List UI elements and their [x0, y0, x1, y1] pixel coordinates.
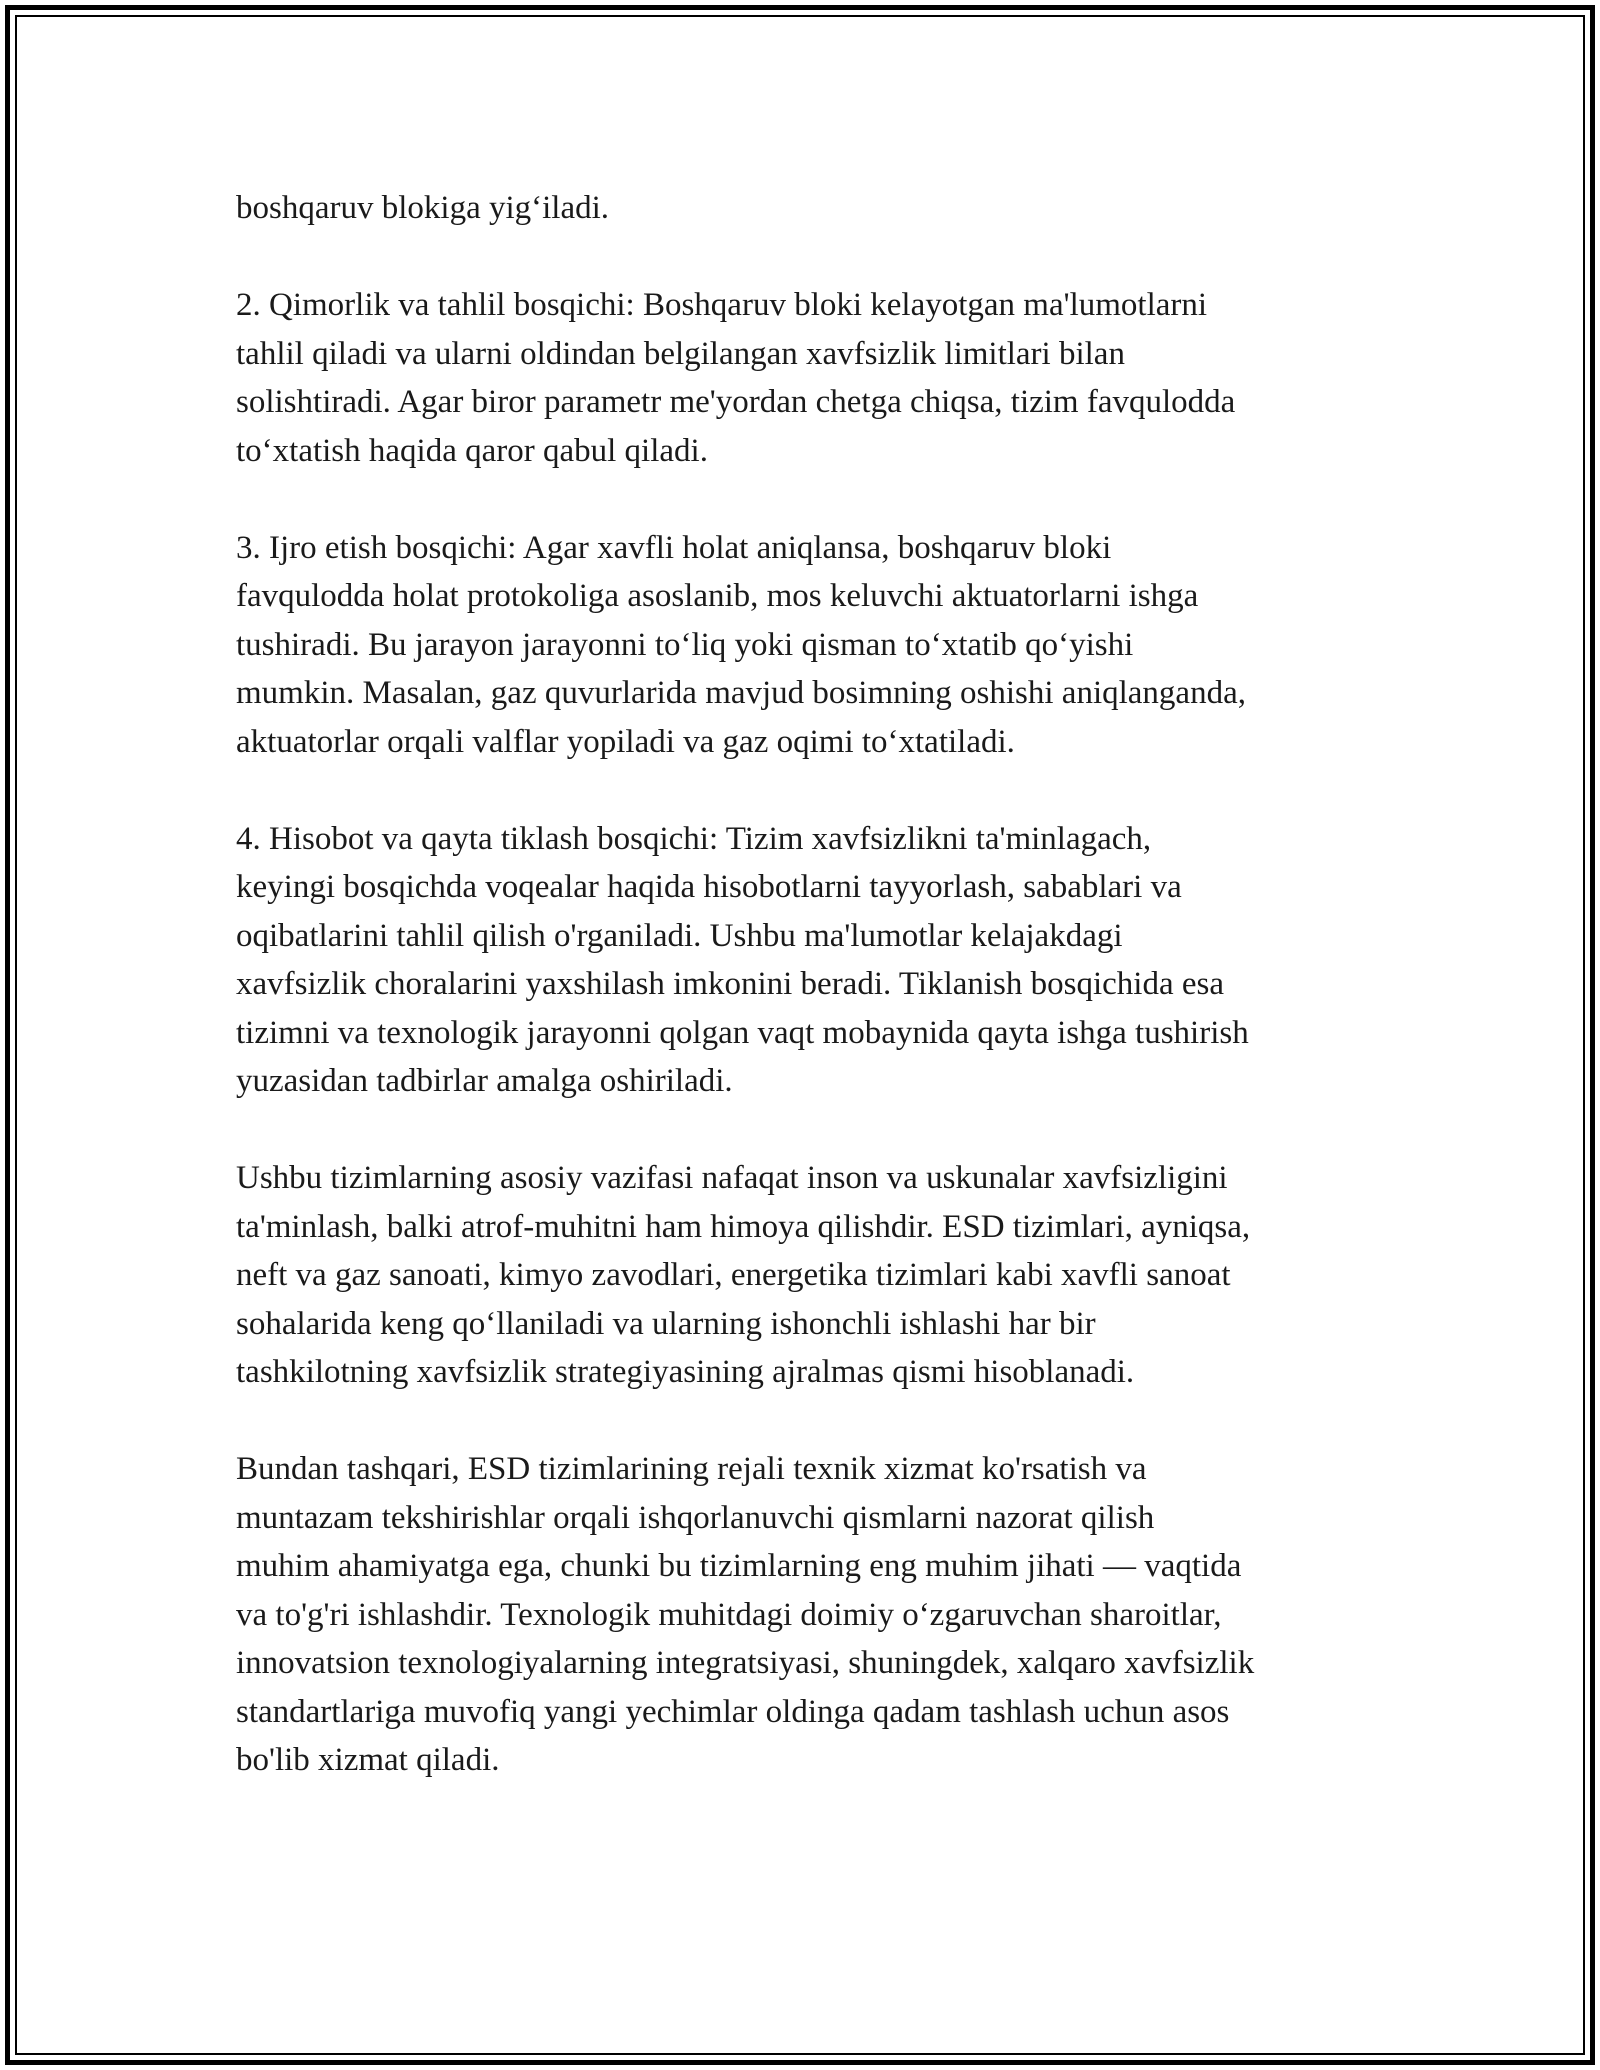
text-line: boshqaruv blokiga yig‘iladi.	[236, 190, 610, 226]
text-line: muntazam tekshirishlar orqali ishqorlanuvchi qismlarni nazorat qilish	[236, 1499, 1155, 1536]
text-line: mumkin. Masalan, gaz quvurlarida mavjud bosimning oshishi aniqlanganda,	[236, 675, 1246, 711]
paragraph	[236, 281, 1396, 475]
text-line: solishtiradi. Agar biror parametr me'yordan chetga chiqsa, tizim favqulodda	[236, 384, 1236, 420]
text-line: 2. Qimorlik va tahlil bosqichi: Boshqaruv bloki kelayotgan ma'lumotlarni	[236, 287, 1208, 323]
paragraph	[236, 524, 1396, 767]
text-line: standartlariga muvofiq yangi yechimlar oldinga qadam tashlash uchun asos	[236, 1693, 1230, 1730]
text-line: 3. Ijro etish bosqichi: Agar xavfli holat aniqlansa, boshqaruv bloki	[236, 529, 1112, 566]
text-line: tashkilotning xavfsizlik strategiyasining ajralmas qismi hisoblanadi.	[236, 1354, 1135, 1390]
paragraph	[236, 1154, 1396, 1397]
text-line: neft va gaz sanoati, kimyo zavodlari, energetika tizimlari kabi xavfli sanoat	[236, 1257, 1231, 1293]
text-line: tushiradi. Bu jarayon jarayonni to‘liq yoki qisman to‘xtatib qo‘yishi	[236, 626, 1134, 663]
text-line: favqulodda holat protokoliga asoslanib, mos keluvchi aktuatorlarni ishga	[236, 578, 1199, 614]
text-line: tahlil qiladi va ularni oldindan belgilangan xavfsizlik limitlari bilan	[236, 335, 1125, 372]
text-line: ta'minlash, balki atrof-muhitni ham himoya qilishdir. ESD tizimlari, ayniqsa,	[236, 1208, 1251, 1245]
text-line: sohalarida keng qo‘llaniladi va ularning ishonchli ishlashi har bir	[236, 1305, 1096, 1342]
paragraph	[236, 184, 1396, 233]
text-line: Ushbu tizimlarning asosiy vazifasi nafaqat inson va uskunalar xavfsizligini	[236, 1160, 1228, 1196]
text-line: bo'lib xizmat qiladi.	[236, 1742, 500, 1778]
text-line: innovatsion texnologiyalarning integratsiyasi, shuningdek, xalqaro xavfsizlik	[236, 1645, 1255, 1681]
text-line: xavfsizlik choralarini yaxshilash imkonini beradi. Tiklanish bosqichida esa	[236, 966, 1225, 1002]
text-line: aktuatorlar orqali valflar yopiladi va gaz oqimi to‘xtatiladi.	[236, 723, 1015, 760]
text-line: 4. Hisobot va qayta tiklash bosqichi: Tizim xavfsizlikni ta'minlagach,	[236, 820, 1152, 857]
text-line: keyingi bosqichda voqealar haqida hisobotlarni tayyorlash, sabablari va	[236, 869, 1182, 905]
text-line: va to'g'ri ishlashdir. Texnologik muhitdagi doimiy o‘zgaruvchan sharoitlar,	[236, 1596, 1222, 1633]
text-line: muhim ahamiyatga ega, chunki bu tizimlarning eng muhim jihati — vaqtida	[236, 1548, 1242, 1584]
paragraph	[236, 815, 1396, 1106]
text-line: yuzasidan tadbirlar amalga oshiriladi.	[236, 1063, 733, 1099]
text-line: to‘xtatish haqida qaror qabul qiladi.	[236, 432, 708, 469]
text-line: tizimni va texnologik jarayonni qolgan vaqt mobaynida qayta ishga tushirish	[236, 1014, 1249, 1051]
text-line: oqibatlarini tahlil qilish o'rganiladi. Ushbu ma'lumotlar kelajakdagi	[236, 917, 1123, 954]
document-body	[236, 184, 1396, 1833]
text-line: Bundan tashqari, ESD tizimlarining rejali texnik xizmat ko'rsatish va	[236, 1451, 1147, 1487]
paragraph	[236, 1445, 1396, 1785]
